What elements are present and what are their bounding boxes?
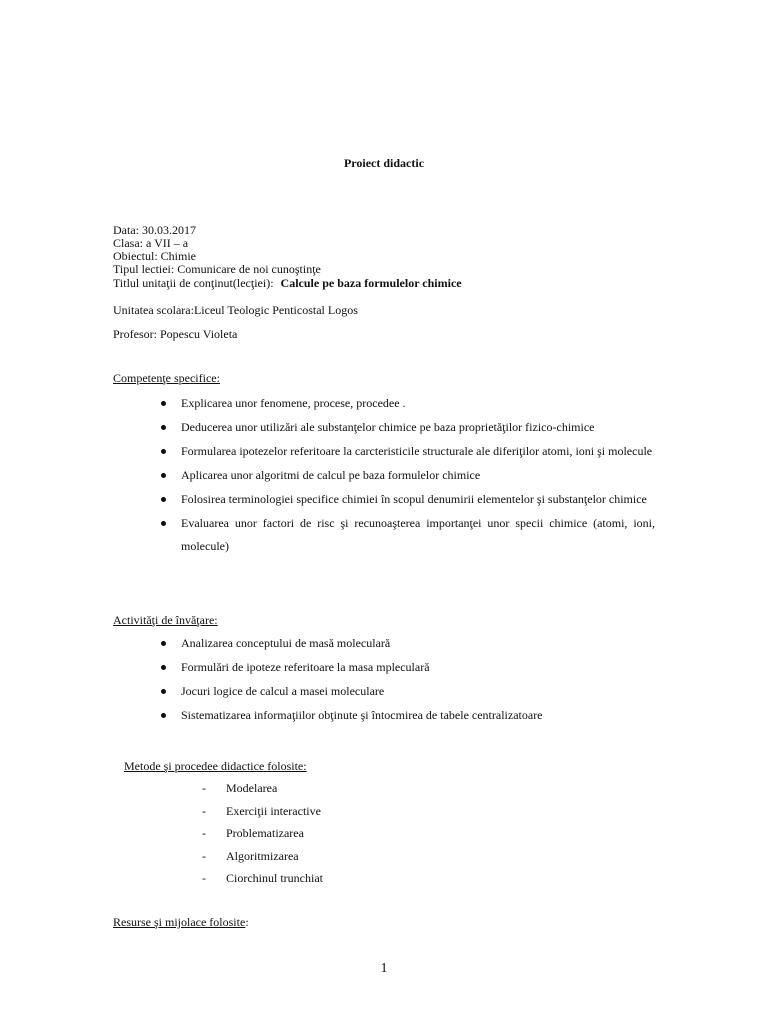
list-item: Jocuri logice de calcul a masei moleculare	[113, 680, 655, 703]
lesson-type-line: Tipul lectiei: Comunicare de noi cunoştinţe	[113, 262, 321, 276]
school-line: Unitatea scolara:Liceul Teologic Penticostal Logos	[113, 303, 358, 317]
resurse-colon: :	[245, 915, 249, 929]
list-item: - Algoritmizarea	[200, 845, 323, 868]
teacher-line: Profesor: Popescu Violeta	[113, 327, 238, 341]
list-item: Sistematizarea informaţiilor obţinute şi întocmirea de tabele centralizatoare	[113, 704, 655, 727]
list-item: Aplicarea unor algoritmi de calcul pe baza formulelor chimice	[113, 464, 655, 487]
list-item: Analizarea conceptului de masă moleculară	[113, 632, 655, 655]
list-item: Formularea ipotezelor referitoare la carcteristicile structurale ale diferiţilor atomi, ioni şi molecule	[113, 440, 655, 463]
resurse-heading-text: Resurse şi mijolace folosite	[113, 915, 246, 929]
list-item: - Problematizarea	[200, 822, 323, 845]
list-item: - Modelarea	[200, 777, 323, 800]
list-item: Formulări de ipoteze referitoare la masa mpleculară	[113, 656, 655, 679]
list-item: - Exerciţii interactive	[200, 800, 323, 823]
date-line: Data: 30.03.2017	[113, 223, 196, 237]
metode-list	[200, 777, 323, 890]
activitati-heading: Activităţi de învăţare:	[113, 613, 218, 627]
document-title: Proiect didactic	[343, 156, 425, 170]
lesson-title-label: Titlul unitaţii de conţinut(lecţiei):	[113, 276, 274, 290]
list-item: Deducerea unor utilizări ale substanţelor chimice pe baza proprietăţilor fizico-chimice	[113, 416, 655, 439]
class-line: Clasa: a VII – a	[113, 236, 189, 250]
subject-line: Obiectul: Chimie	[113, 249, 196, 263]
competente-heading: Competenţe specifice:	[113, 371, 220, 385]
lesson-title-value: Calcule pe baza formulelor chimice	[280, 276, 462, 290]
list-item: Evaluarea unor factori de risc şi recunoaşterea importanţei unor specii chimice (atomi, ioni, molecule)	[113, 512, 655, 558]
list-item: Folosirea terminologiei specifice chimiei în scopul denumirii elementelor şi substanţelor chimice	[113, 488, 655, 511]
list-item: Explicarea unor fenomene, procese, procedee .	[113, 392, 655, 415]
metode-heading: Metode şi procedee didactice folosite:	[124, 759, 307, 773]
lesson-title-line	[113, 277, 462, 289]
activitati-list	[113, 632, 655, 728]
resurse-heading	[113, 915, 249, 930]
list-item: - Ciorchinul trunchiat	[200, 867, 323, 890]
page-number: 1	[380, 961, 388, 976]
competente-list	[113, 392, 655, 559]
